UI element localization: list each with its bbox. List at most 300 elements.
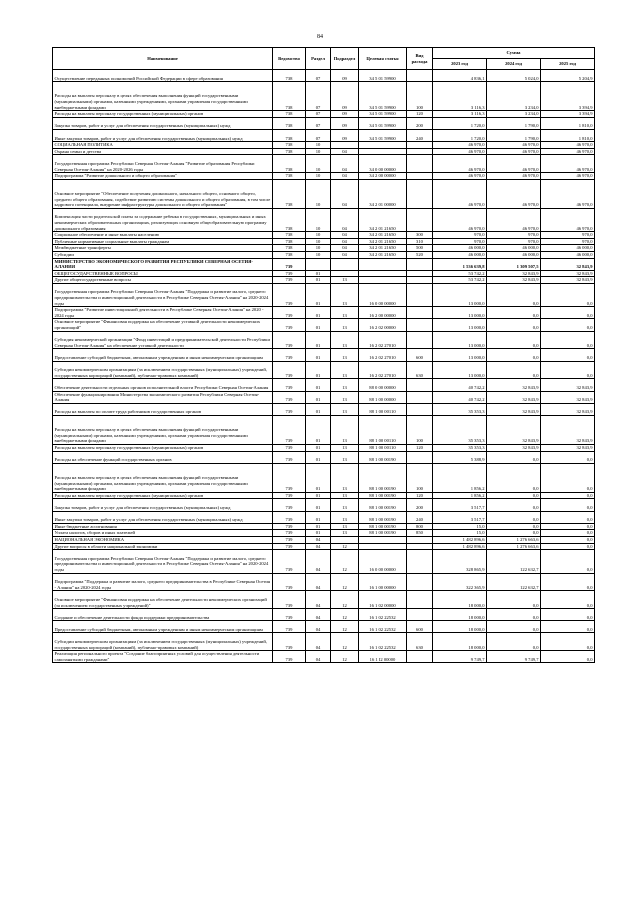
cell-y24: 0,0 bbox=[487, 307, 541, 319]
cell-vid bbox=[407, 319, 433, 331]
cell-name: Иные закупки товаров, работ и услуг для обеспечения государственных (муниципальных) нужд bbox=[53, 511, 273, 523]
cell-raz: 10 bbox=[306, 208, 331, 231]
cell-y24: 46 970,0 bbox=[487, 173, 541, 180]
cell-vid: 300 bbox=[407, 232, 433, 239]
cell-vid bbox=[407, 550, 433, 573]
cell-ved: 738 bbox=[273, 70, 306, 82]
cell-name: Субсидия некоммерческой организации "Фонд инвестиций и предпринимательской деятельности Республики Северная Осетия-Алания" на обеспечение уставной деятельности bbox=[53, 331, 273, 349]
cell-name: Уплата налогов, сборов и иных платежей bbox=[53, 530, 273, 537]
cell-ved: 738 bbox=[273, 251, 306, 258]
cell-y23: 3 517,7 bbox=[433, 511, 487, 523]
cell-vid: 600 bbox=[407, 621, 433, 633]
cell-cel: 16 2 02 27010 bbox=[359, 361, 407, 379]
cell-y24: 970,0 bbox=[487, 232, 541, 239]
cell-y25: 970,0 bbox=[541, 232, 595, 239]
cell-vid bbox=[407, 277, 433, 284]
cell-raz: 04 bbox=[306, 609, 331, 621]
cell-ved: 739 bbox=[273, 319, 306, 331]
cell-y25: 0,0 bbox=[541, 463, 595, 492]
cell-vid: 600 bbox=[407, 349, 433, 361]
cell-y24: 46 000,0 bbox=[487, 251, 541, 258]
cell-y24: 0,0 bbox=[487, 463, 541, 492]
cell-y23: 53 742,2 bbox=[433, 270, 487, 277]
cell-y24: 970,0 bbox=[487, 238, 541, 245]
cell-cel: 34 0 00 00000 bbox=[359, 155, 407, 173]
cell-y23: 46 970,0 bbox=[433, 179, 487, 208]
cell-name: СОЦИАЛЬНАЯ ПОЛИТИКА bbox=[53, 142, 273, 149]
cell-y23: 46 970,0 bbox=[433, 173, 487, 180]
cell-y25: 0,0 bbox=[541, 633, 595, 651]
cell-name: Субсидии bbox=[53, 251, 273, 258]
cell-y24: 32 843,9 bbox=[487, 415, 541, 444]
cell-y24: 32 843,9 bbox=[487, 391, 541, 403]
cell-raz: 01 bbox=[306, 349, 331, 361]
cell-y24: 1 276 663,6 bbox=[487, 536, 541, 543]
cell-y24: 0,0 bbox=[487, 451, 541, 463]
cell-y24: 1 790,0 bbox=[487, 129, 541, 141]
cell-y24: 32 843,9 bbox=[487, 444, 541, 451]
cell-pod bbox=[331, 258, 359, 270]
table-row bbox=[53, 444, 595, 451]
cell-name: Публичные нормативные социальные выплаты гражданам bbox=[53, 238, 273, 245]
cell-pod: 13 bbox=[331, 415, 359, 444]
cell-name: Обеспечение функционирования Министерства экономического развития Республики Северная Осетия-Алания bbox=[53, 391, 273, 403]
table-row bbox=[53, 492, 595, 499]
table-row bbox=[53, 208, 595, 231]
cell-y23: 35 353,3 bbox=[433, 444, 487, 451]
cell-ved: 739 bbox=[273, 270, 306, 277]
cell-y23: 1 482 896,6 bbox=[433, 543, 487, 550]
cell-raz: 01 bbox=[306, 379, 331, 391]
cell-ved: 739 bbox=[273, 403, 306, 415]
cell-y25: 46 970,0 bbox=[541, 155, 595, 173]
cell-y23: 15,0 bbox=[433, 523, 487, 530]
cell-ved: 739 bbox=[273, 633, 306, 651]
cell-raz: 01 bbox=[306, 523, 331, 530]
cell-cel: 88 1 00 00190 bbox=[359, 451, 407, 463]
cell-y25: 0,0 bbox=[541, 621, 595, 633]
cell-y25: 46 000,0 bbox=[541, 251, 595, 258]
cell-ved: 738 bbox=[273, 245, 306, 252]
cell-y24: 32 843,9 bbox=[487, 277, 541, 284]
table-row bbox=[53, 319, 595, 331]
cell-y24: 0,0 bbox=[487, 609, 541, 621]
cell-vid bbox=[407, 403, 433, 415]
table-row bbox=[53, 361, 595, 379]
cell-cel: 16 1 00 00000 bbox=[359, 573, 407, 591]
cell-y24: 1 790,0 bbox=[487, 117, 541, 129]
cell-raz: 04 bbox=[306, 550, 331, 573]
cell-y23: 18 000,0 bbox=[433, 633, 487, 651]
cell-y23: 3 116,3 bbox=[433, 82, 487, 111]
cell-y25: 0,0 bbox=[541, 550, 595, 573]
cell-cel: 16 2 02 27010 bbox=[359, 349, 407, 361]
cell-y24: 0,0 bbox=[487, 633, 541, 651]
cell-name: Субсидии некоммерческим организациям (за исключением государственных (муниципальных) учреждений, государственных корпораций (компаний), публично-правовых компаний) bbox=[53, 633, 273, 651]
table-row bbox=[53, 621, 595, 633]
cell-raz: 10 bbox=[306, 155, 331, 173]
header-razdel: Раздел bbox=[306, 48, 331, 70]
cell-y23: 18 000,0 bbox=[433, 621, 487, 633]
cell-name: Государственная программа Республики Северная Осетия-Алания "Развитие образования Республики Северная Осетия-Алания" на 2020-2026 годы bbox=[53, 155, 273, 173]
cell-vid: 100 bbox=[407, 82, 433, 111]
cell-cel bbox=[359, 148, 407, 155]
cell-y23: 970,0 bbox=[433, 238, 487, 245]
cell-name: Компенсация части родительской платы за содержание ребенка в государственных, муниципальных и иных некоммерческих образовательных организациях, реализующих основную общеобразовательную программу дошкольного образования bbox=[53, 208, 273, 231]
table-row bbox=[53, 609, 595, 621]
table-row bbox=[53, 543, 595, 550]
cell-raz: 01 bbox=[306, 451, 331, 463]
cell-y23: 35 353,3 bbox=[433, 415, 487, 444]
cell-y23: 53 742,2 bbox=[433, 277, 487, 284]
cell-vid bbox=[407, 208, 433, 231]
cell-pod: 04 bbox=[331, 148, 359, 155]
cell-y25: 46 000,0 bbox=[541, 245, 595, 252]
cell-y24: 0,0 bbox=[487, 591, 541, 609]
cell-pod: 09 bbox=[331, 70, 359, 82]
cell-name: Охрана семьи и детства bbox=[53, 148, 273, 155]
cell-y24: 32 843,9 bbox=[487, 379, 541, 391]
cell-y25: 46 970,0 bbox=[541, 173, 595, 180]
cell-name: Расходы на выплаты персоналу в целях обеспечения выполнения функций государственными (муниципальными) органами, казенными учреждениями, органами управления государственными внебюджетными фондами bbox=[53, 82, 273, 111]
table-row bbox=[53, 651, 595, 663]
cell-ved: 738 bbox=[273, 111, 306, 118]
cell-raz: 10 bbox=[306, 179, 331, 208]
table-row bbox=[53, 307, 595, 319]
cell-cel: 88 1 00 00110 bbox=[359, 403, 407, 415]
cell-y23: 1 720,0 bbox=[433, 117, 487, 129]
cell-name: Подпрограмма "Развитие инвестиционной деятельности в Республике Северная Осетия-Алания" на 2020 - 2024 годы bbox=[53, 307, 273, 319]
cell-pod: 13 bbox=[331, 451, 359, 463]
cell-cel: 88 1 00 00110 bbox=[359, 415, 407, 444]
cell-y23: 46 970,0 bbox=[433, 148, 487, 155]
cell-vid bbox=[407, 148, 433, 155]
cell-cel: 16 2 02 00000 bbox=[359, 319, 407, 331]
table-row bbox=[53, 117, 595, 129]
cell-ved: 739 bbox=[273, 391, 306, 403]
cell-pod: 13 bbox=[331, 331, 359, 349]
cell-raz: 04 bbox=[306, 536, 331, 543]
cell-ved: 739 bbox=[273, 379, 306, 391]
cell-vid: 100 bbox=[407, 415, 433, 444]
cell-ved: 739 bbox=[273, 530, 306, 537]
cell-name: МИНИСТЕРСТВО ЭКОНОМИЧЕСКОГО РАЗВИТИЯ РЕСПУБЛИКИ СЕВЕРНАЯ ОСЕТИЯ-АЛАНИЯ bbox=[53, 258, 273, 270]
cell-ved: 738 bbox=[273, 173, 306, 180]
cell-ved: 739 bbox=[273, 543, 306, 550]
cell-name: Предоставление субсидий бюджетным, автономным учреждениям и иным некоммерческим организациям bbox=[53, 621, 273, 633]
cell-pod: 09 bbox=[331, 111, 359, 118]
cell-cel bbox=[359, 142, 407, 149]
table-body bbox=[53, 70, 595, 663]
table-row bbox=[53, 82, 595, 111]
cell-y24: 1 276 663,6 bbox=[487, 543, 541, 550]
cell-vid bbox=[407, 283, 433, 306]
cell-raz: 01 bbox=[306, 270, 331, 277]
cell-y25: 3 394,9 bbox=[541, 82, 595, 111]
cell-y24: 0,0 bbox=[487, 283, 541, 306]
cell-y24: 0,0 bbox=[487, 492, 541, 499]
cell-pod bbox=[331, 536, 359, 543]
cell-ved: 738 bbox=[273, 232, 306, 239]
cell-pod: 04 bbox=[331, 208, 359, 231]
cell-pod: 13 bbox=[331, 403, 359, 415]
cell-name: Закупка товаров, работ и услуг для обеспечения государственных (муниципальных) нужд bbox=[53, 499, 273, 511]
cell-ved: 738 bbox=[273, 179, 306, 208]
cell-vid: 800 bbox=[407, 523, 433, 530]
cell-vid bbox=[407, 573, 433, 591]
cell-vid bbox=[407, 258, 433, 270]
cell-cel: 88 1 00 00190 bbox=[359, 463, 407, 492]
cell-cel: 88 1 00 00190 bbox=[359, 492, 407, 499]
cell-cel: 88 1 00 00190 bbox=[359, 530, 407, 537]
cell-name: Закупка товаров, работ и услуг для обеспечения государственных (муниципальных) нужд bbox=[53, 117, 273, 129]
cell-y25: 0,0 bbox=[541, 591, 595, 609]
cell-y24: 46 970,0 bbox=[487, 142, 541, 149]
cell-cel: 34 5 01 59900 bbox=[359, 111, 407, 118]
cell-y23: 18 000,0 bbox=[433, 609, 487, 621]
cell-name: Субсидии некоммерческим организациям (за исключением государственных (муниципальных) учреждений, государственных корпораций (компаний), публично-правовых компаний) bbox=[53, 361, 273, 379]
table-row bbox=[53, 550, 595, 573]
cell-y23: 13 000,0 bbox=[433, 349, 487, 361]
cell-ved: 739 bbox=[273, 444, 306, 451]
cell-y23: 46 970,0 bbox=[433, 155, 487, 173]
cell-vid bbox=[407, 543, 433, 550]
cell-y25: 32 843,9 bbox=[541, 391, 595, 403]
cell-cel: 34 5 01 59900 bbox=[359, 70, 407, 82]
cell-y24: 46 000,0 bbox=[487, 245, 541, 252]
cell-pod: 12 bbox=[331, 621, 359, 633]
cell-cel: 16 2 02 27010 bbox=[359, 331, 407, 349]
cell-pod: 04 bbox=[331, 173, 359, 180]
cell-ved: 738 bbox=[273, 129, 306, 141]
cell-y25: 32 843,9 bbox=[541, 415, 595, 444]
cell-cel: 88 0 00 00000 bbox=[359, 379, 407, 391]
cell-vid: 240 bbox=[407, 129, 433, 141]
cell-vid bbox=[407, 307, 433, 319]
cell-raz: 07 bbox=[306, 70, 331, 82]
cell-raz: 10 bbox=[306, 232, 331, 239]
cell-cel: 34 2 01 21650 bbox=[359, 232, 407, 239]
cell-y23: 1 856,2 bbox=[433, 492, 487, 499]
cell-ved: 739 bbox=[273, 349, 306, 361]
header-vid: Вид расхода bbox=[407, 48, 433, 70]
cell-y24: 3 234,0 bbox=[487, 111, 541, 118]
table-row bbox=[53, 155, 595, 173]
cell-y25: 32 843,9 bbox=[541, 403, 595, 415]
cell-vid: 850 bbox=[407, 530, 433, 537]
cell-y25: 32 843,9 bbox=[541, 258, 595, 270]
table-header bbox=[53, 48, 595, 70]
cell-y25: 0,0 bbox=[541, 451, 595, 463]
cell-y24: 0,0 bbox=[487, 349, 541, 361]
table-row bbox=[53, 591, 595, 609]
cell-raz: 01 bbox=[306, 307, 331, 319]
cell-vid bbox=[407, 591, 433, 609]
cell-y23: 328 865,9 bbox=[433, 550, 487, 573]
cell-raz: 04 bbox=[306, 591, 331, 609]
cell-pod: 04 bbox=[331, 155, 359, 173]
cell-pod: 04 bbox=[331, 251, 359, 258]
cell-name: Государственная программа Республики Северная Осетия-Алания "Поддержка и развитие малого, среднего предпринимательства и инвестиционной деятельности в Республике Северная Осетия-Алания" на 2020-2024 годы bbox=[53, 283, 273, 306]
cell-raz: 07 bbox=[306, 82, 331, 111]
cell-y25: 0,0 bbox=[541, 609, 595, 621]
cell-ved: 739 bbox=[273, 536, 306, 543]
cell-y24: 5 024,0 bbox=[487, 70, 541, 82]
cell-name: Основное мероприятие "Обеспечение получения дошкольного, начального общего, основного общего, среднего общего образования, содействие развитию системы дошкольного и общего образования, в том числе кадрового потенциала, внедрение инфраструктуры дошкольного и общего образования" bbox=[53, 179, 273, 208]
cell-y25: 0,0 bbox=[541, 499, 595, 511]
cell-cel: 34 2 01 21650 bbox=[359, 208, 407, 231]
table-row bbox=[53, 379, 595, 391]
table-row bbox=[53, 530, 595, 537]
cell-name: Расходы на выплаты персоналу государственных (муниципальных) органов bbox=[53, 111, 273, 118]
cell-cel: 34 5 01 59900 bbox=[359, 117, 407, 129]
cell-y25: 46 970,0 bbox=[541, 142, 595, 149]
cell-cel: 16 2 00 00000 bbox=[359, 307, 407, 319]
cell-y23: 46 970,0 bbox=[433, 142, 487, 149]
cell-y25: 0,0 bbox=[541, 511, 595, 523]
cell-ved: 739 bbox=[273, 331, 306, 349]
cell-raz: 01 bbox=[306, 463, 331, 492]
cell-cel: 16 0 00 00000 bbox=[359, 550, 407, 573]
table-row bbox=[53, 70, 595, 82]
cell-y23: 970,0 bbox=[433, 232, 487, 239]
cell-y25: 0,0 bbox=[541, 283, 595, 306]
cell-y24: 46 970,0 bbox=[487, 179, 541, 208]
table-row bbox=[53, 179, 595, 208]
cell-pod: 04 bbox=[331, 238, 359, 245]
cell-ved: 739 bbox=[273, 451, 306, 463]
cell-y23: 3 517,7 bbox=[433, 499, 487, 511]
table-row bbox=[53, 238, 595, 245]
cell-y23: 1 482 896,6 bbox=[433, 536, 487, 543]
cell-ved: 739 bbox=[273, 283, 306, 306]
cell-y24: 46 970,0 bbox=[487, 155, 541, 173]
cell-y25: 0,0 bbox=[541, 543, 595, 550]
cell-y23: 40 742,2 bbox=[433, 379, 487, 391]
cell-cel: 34 2 00 00000 bbox=[359, 173, 407, 180]
table-row bbox=[53, 451, 595, 463]
cell-pod: 13 bbox=[331, 307, 359, 319]
cell-cel: 34 2 01 21650 bbox=[359, 238, 407, 245]
cell-y23: 13 000,0 bbox=[433, 361, 487, 379]
header-2023: 2023 год bbox=[433, 59, 487, 70]
cell-y24: 0,0 bbox=[487, 499, 541, 511]
cell-raz: 07 bbox=[306, 111, 331, 118]
cell-vid bbox=[407, 391, 433, 403]
cell-vid bbox=[407, 379, 433, 391]
cell-pod: 13 bbox=[331, 523, 359, 530]
table-row bbox=[53, 391, 595, 403]
header-summa: Сумма bbox=[433, 48, 595, 59]
cell-pod: 09 bbox=[331, 117, 359, 129]
cell-name: Предоставление субсидий бюджетным, автономным учреждениям и иным некоммерческим организациям bbox=[53, 349, 273, 361]
cell-vid bbox=[407, 536, 433, 543]
cell-y25: 46 970,0 bbox=[541, 148, 595, 155]
cell-y24: 0,0 bbox=[487, 621, 541, 633]
cell-vid: 200 bbox=[407, 499, 433, 511]
cell-pod: 13 bbox=[331, 349, 359, 361]
cell-y25: 46 970,0 bbox=[541, 208, 595, 231]
cell-cel: 34 2 01 21650 bbox=[359, 251, 407, 258]
table-row bbox=[53, 536, 595, 543]
cell-ved: 738 bbox=[273, 142, 306, 149]
cell-pod: 04 bbox=[331, 245, 359, 252]
table-row bbox=[53, 283, 595, 306]
cell-y23: 46 970,0 bbox=[433, 208, 487, 231]
cell-pod: 13 bbox=[331, 283, 359, 306]
cell-y23: 35 353,3 bbox=[433, 403, 487, 415]
header-2025: 2025 год bbox=[541, 59, 595, 70]
cell-y25: 0,0 bbox=[541, 530, 595, 537]
cell-raz: 01 bbox=[306, 403, 331, 415]
cell-name: Создание и обеспечение деятельности фонда поддержки предпринимательства bbox=[53, 609, 273, 621]
cell-cel: 16 1 02 22532 bbox=[359, 621, 407, 633]
cell-ved: 739 bbox=[273, 621, 306, 633]
cell-ved: 738 bbox=[273, 148, 306, 155]
cell-vid bbox=[407, 609, 433, 621]
cell-pod: 12 bbox=[331, 573, 359, 591]
cell-raz: 10 bbox=[306, 142, 331, 149]
cell-y23: 46 000,0 bbox=[433, 245, 487, 252]
cell-name: Основное мероприятие "Финансовая поддержка на обеспечение уставной деятельности некоммерческих организаций" bbox=[53, 319, 273, 331]
cell-name: Реализация регионального проекта "Создание благоприятных условий для осуществления деятельности самозанятыми гражданами" bbox=[53, 651, 273, 663]
cell-pod: 12 bbox=[331, 543, 359, 550]
cell-vid: 500 bbox=[407, 245, 433, 252]
cell-pod: 09 bbox=[331, 82, 359, 111]
cell-ved: 739 bbox=[273, 511, 306, 523]
cell-name: Подпрограмма "Поддержка и развитие малого, среднего предпринимательства в Республике Северная Осетия - Алания" на 2020-2024 годы bbox=[53, 573, 273, 591]
cell-ved: 739 bbox=[273, 463, 306, 492]
cell-raz: 01 bbox=[306, 499, 331, 511]
cell-y25: 1 810,0 bbox=[541, 129, 595, 141]
cell-y23: 1 856,2 bbox=[433, 463, 487, 492]
cell-vid: 120 bbox=[407, 492, 433, 499]
cell-vid: 310 bbox=[407, 238, 433, 245]
cell-raz: 01 bbox=[306, 415, 331, 444]
cell-raz: 04 bbox=[306, 621, 331, 633]
cell-pod: 13 bbox=[331, 511, 359, 523]
cell-y24: 0,0 bbox=[487, 530, 541, 537]
cell-y24: 46 970,0 bbox=[487, 148, 541, 155]
cell-y23: 1 720,0 bbox=[433, 129, 487, 141]
cell-pod: 12 bbox=[331, 651, 359, 663]
cell-name: Осуществление переданных полномочий Российской Федерации в сфере образования bbox=[53, 70, 273, 82]
cell-raz: 10 bbox=[306, 148, 331, 155]
cell-cel: 88 1 00 00190 bbox=[359, 499, 407, 511]
cell-pod: 13 bbox=[331, 391, 359, 403]
cell-name: Иные закупки товаров, работ и услуг для обеспечения государственных (муниципальных) нужд bbox=[53, 129, 273, 141]
table-row bbox=[53, 511, 595, 523]
cell-y23: 5 388,9 bbox=[433, 451, 487, 463]
cell-y25: 0,0 bbox=[541, 651, 595, 663]
cell-cel: 16 1 02 22532 bbox=[359, 633, 407, 651]
cell-y25: 32 843,9 bbox=[541, 277, 595, 284]
cell-vid bbox=[407, 142, 433, 149]
table-row bbox=[53, 633, 595, 651]
table-row bbox=[53, 245, 595, 252]
cell-y25: 32 843,9 bbox=[541, 444, 595, 451]
cell-pod: 12 bbox=[331, 633, 359, 651]
cell-y24: 0,0 bbox=[487, 319, 541, 331]
cell-ved: 738 bbox=[273, 155, 306, 173]
cell-name: НАЦИОНАЛЬНАЯ ЭКОНОМИКА bbox=[53, 536, 273, 543]
header-podrazdel: Подраздел bbox=[331, 48, 359, 70]
cell-raz: 01 bbox=[306, 283, 331, 306]
cell-ved: 739 bbox=[273, 499, 306, 511]
cell-raz: 01 bbox=[306, 530, 331, 537]
cell-pod: 09 bbox=[331, 129, 359, 141]
table-row bbox=[53, 415, 595, 444]
